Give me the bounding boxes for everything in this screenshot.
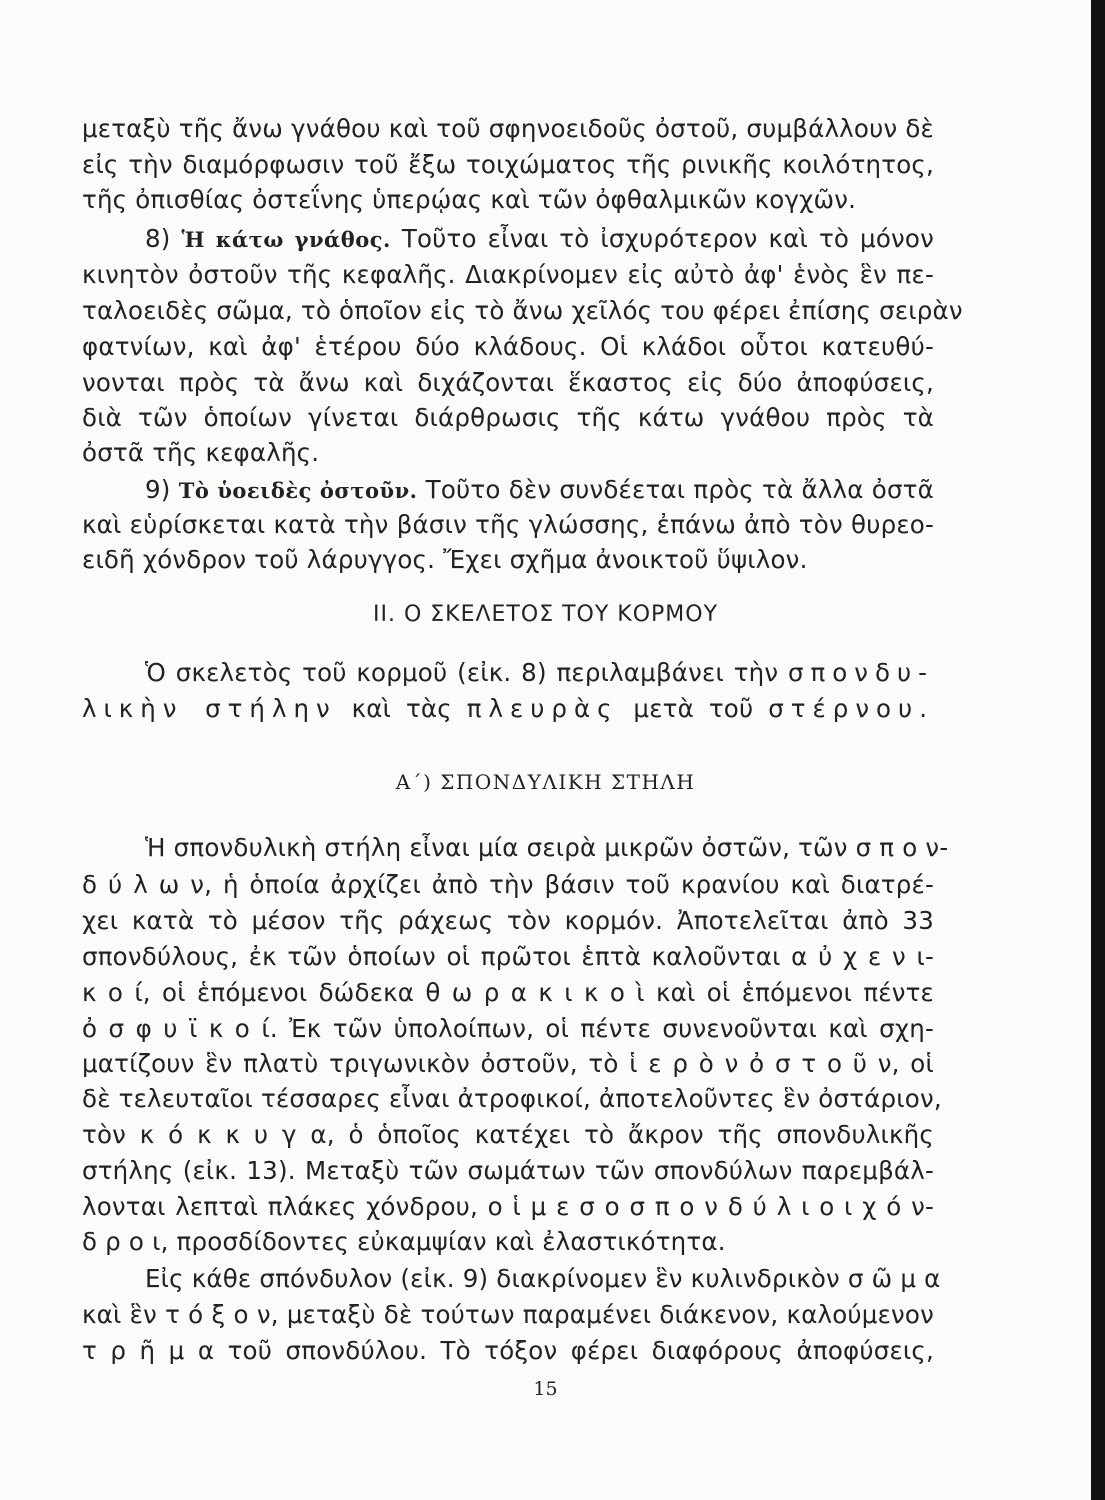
text-line: ταλοειδὲς σῶμα, τὸ ὁποῖον εἰς τὸ ἄνω χεῖλός του φέρει ἐπίσης σειρὰν [82,296,963,325]
item-title: Τὸ ὑοειδὲς ὀστοῦν. [178,478,418,503]
scan-border [1091,0,1105,1500]
text-line: δὲ τελευταῖοι τέσσαρες εἶναι ἀτροφικοί, ἀποτελοῦντες ἓν ὀστάριον, [82,1084,942,1113]
item-number: 8) [145,224,171,253]
text-span: μετὰ τοῦ [633,694,754,723]
text-line: Ἡ σπονδυλικὴ στήλη εἶναι μία σειρὰ μικρῶν ὀστῶν, τῶν σ π ο ν- [145,833,949,862]
text-line: χει κατὰ τὸ μέσον τῆς ράχεως τὸν κορμόν. Ἀποτελεῖται ἀπὸ 33 [82,906,934,935]
text-line: καὶ ἓν τ ό ξ ο ν, μεταξὺ δὲ τούτων παραμένει διάκενον, καλούμενον [82,1300,934,1329]
text-line: διὰ τῶν ὁποίων γίνεται διάρθρωσις τῆς κάτω γνάθου πρὸς τὰ [82,403,934,432]
text-line: εἰς τὴν διαμόρφωσιν τοῦ ἔξω τοιχώματος τῆς ρινικῆς κοιλότητος, [82,150,934,179]
item-text: Τοῦτο εἶναι τὸ ἰσχυρότερον καὶ τὸ μόνον [401,224,934,253]
section-2-line-1 [145,658,934,688]
text-line: Εἰς κάθε σπόνδυλον (εἰκ. 9) διακρίνομεν ἓν κυλινδρικὸν σ ῶ μ α [145,1264,941,1293]
text-line: τ ρ ῆ μ α τοῦ σπονδύλου. Τὸ τόξον φέρει διαφόρους ἀποφύσεις, [82,1336,934,1365]
text-line: κ ο ί, οἱ ἑπόμενοι δώδεκα θ ω ρ α κ ι κ ο ὶ καὶ οἱ ἑπόμενοι πέντε [82,978,934,1007]
item-text: Τοῦτο δὲν συνδέεται πρὸς τὰ ἄλλα ὀστᾶ [425,475,934,504]
text-line: δ ρ ο ι, προσδίδοντες εὐκαμψίαν καὶ ἐλαστικότητα. [82,1227,726,1256]
spaced-term: πλευρὰς [466,694,619,723]
text-line: φατνίων, καὶ ἀφ' ἑτέρου δύο κλάδους. Οἱ κλάδοι οὗτοι κατευθύ- [82,332,934,361]
text-line: τὸν κ ό κ κ υ γ α, ὁ ὁποῖος κατέχει τὸ ἄκρον τῆς σπονδυλικῆς [82,1120,934,1149]
text-line: στήλης (εἰκ. 13). Μεταξὺ τῶν σωμάτων τῶν σπονδύλων παρεμβάλ- [82,1156,934,1185]
text-line: λονται λεπταὶ πλάκες χόνδρου, ο ἱ μ ε σ ο σ π ο ν δ ύ λ ι ο ι χ ό ν- [82,1192,934,1221]
text-span: Ὁ σκελετὸς τοῦ κορμοῦ (εἰκ. 8) περιλαμβάνει τὴν [145,658,779,687]
text-span: καὶ τὰς [351,694,452,723]
text-line: τῆς ὀπισθίας ὀστεΐνης ὑπερῴας καὶ τῶν ὀφθαλμικῶν κογχῶν. [82,185,857,214]
text-line: ὀστᾶ τῆς κεφαλῆς. [82,438,320,467]
text-line: κινητὸν ὀστοῦν τῆς κεφαλῆς. Διακρίνομεν εἰς αὐτὸ ἀφ' ἑνὸς ἓν πε- [82,260,934,289]
text-line: ὀ σ φ υ ϊ κ ο ί. Ἐκ τῶν ὑπολοίπων, οἱ πέντε συνενοῦνται καὶ σχη- [82,1014,934,1043]
text-line: ειδῆ χόνδρον τοῦ λάρυγγος. Ἔχει σχῆμα ἀνοικτοῦ ὕψιλον. [82,545,808,574]
text-line: καὶ εὑρίσκεται κατὰ τὴν βάσιν τῆς γλώσσης, ἐπάνω ἀπὸ τὸν θυρεο- [82,510,934,539]
item-8-first-line [145,224,934,255]
text-line: μεταξὺ τῆς ἄνω γνάθου καὶ τοῦ σφηνοειδοῦς ὀστοῦ, συμβάλλουν δὲ [82,114,934,143]
spaced-term: στέρνου. [768,694,934,723]
page-number: 15 [533,1378,558,1400]
text-line: νονται πρὸς τὰ ἄνω καὶ διχάζονται ἕκαστος εἰς δύο ἀποφύσεις, [82,368,934,397]
section-2-line-2 [82,694,934,724]
item-title: Ἡ κάτω γνάθος. [181,227,391,252]
subsection-heading: Α΄) ΣΠΟΝΔΥΛΙΚΗ ΣΤΗΛΗ [395,770,696,794]
item-9-first-line [145,475,934,506]
spaced-term: σπονδυ- [788,658,934,687]
section-heading: ΙΙ. Ο ΣΚΕΛΕΤΟΣ ΤΟΥ ΚΟΡΜΟΥ [372,602,719,627]
item-number: 9) [145,475,171,504]
text-line: σπονδύλους, ἐκ τῶν ὁποίων οἱ πρῶτοι ἑπτὰ καλοῦνται α ὐ χ ε ν ι- [82,942,934,971]
spaced-term: λικὴν στήλην [82,694,337,723]
text-line: ματίζουν ἓν πλατὺ τριγωνικὸν ὀστοῦν, τὸ ἱ ε ρ ὸ ν ὀ σ τ ο ῦ ν, οἱ [82,1049,934,1078]
text-line: δ ύ λ ω ν, ἡ ὁποία ἀρχίζει ἀπὸ τὴν βάσιν τοῦ κρανίου καὶ διατρέ- [82,870,934,899]
